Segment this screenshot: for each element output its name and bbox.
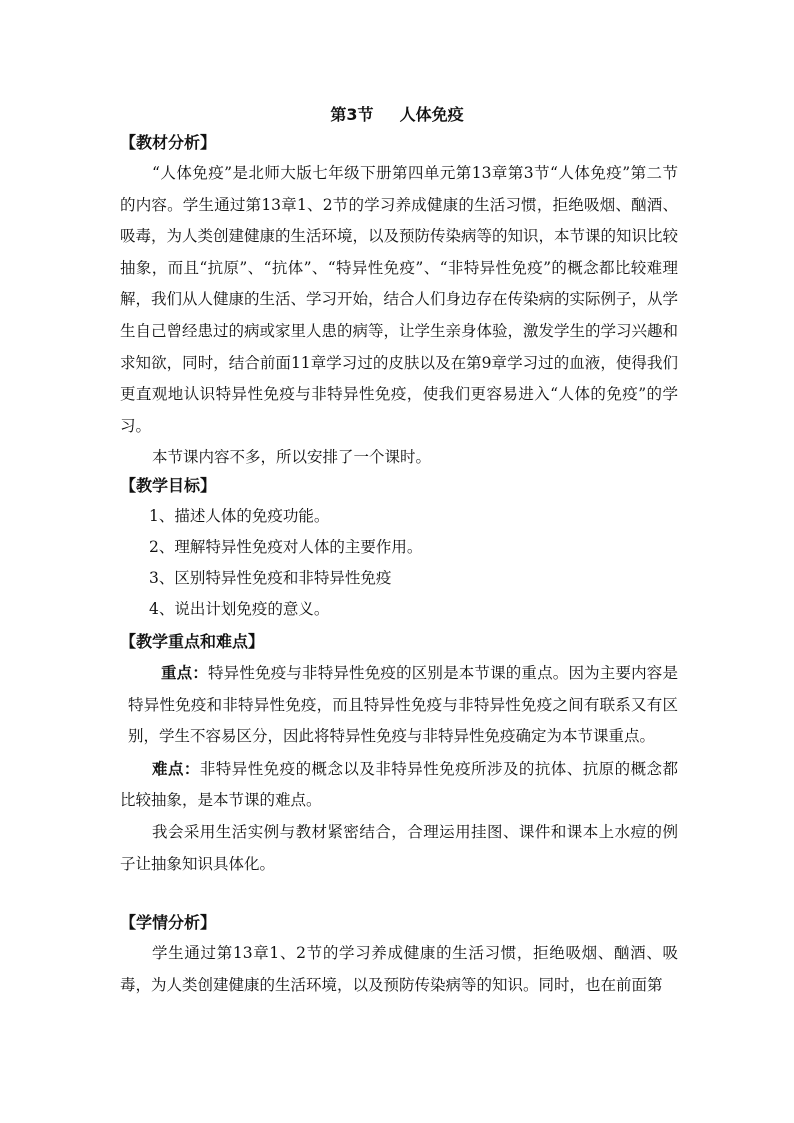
section-heading-key-points: 【教学重点和难点】 — [120, 632, 265, 651]
objective-item: 2、理解特异性免疫对人体的主要作用。 — [149, 538, 423, 556]
objective-item: 4、说出计划免疫的意义。 — [149, 600, 330, 618]
section-student-analysis — [120, 908, 678, 1001]
textbook-analysis-paragraph: “人体免疫”是北师大版七年级下册第四单元第13章第3节“人体免疫”第二节的内容。学生通过第13章1、2节的学习养成健康的生活习惯，拒绝吸烟、酗酒、吸毒，为人类创建健康的生活环境，以及预防传染病等的知识，本节课的知识比较抽象，而且“抗原”、“抗体”、“特异性免疫”、“非特异性免疫”的概念都比较难理解，我们从人健康的生活、学习开始，结合人们身边存在传染病的实际例子，从学生自己曾经患过的病或家里人患的病等，让学生亲身体验，激发学生的学习兴趣和求知欲，同时，结合前面11章学习过的皮肤以及在第9章学习过的血液，使得我们更直观地认识特异性免疫与非特异性免疫，使我们更容易进入“人体的免疫”的学习。 — [120, 164, 679, 435]
objective-item: 1、描述人体的免疫功能。 — [149, 507, 330, 525]
focus-label: 重点： — [161, 663, 209, 682]
difficulty-label: 难点： — [152, 758, 200, 778]
section-heading-student-analysis: 【学情分析】 — [120, 913, 217, 932]
title-section-number: 第3节 — [330, 105, 374, 124]
teaching-method-paragraph: 我会采用生活实例与教材紧密结合，合理运用挂图、课件和课本上水痘的例子让抽象知识具体化。 — [120, 822, 678, 873]
title-topic: 人体免疫 — [399, 105, 464, 124]
objective-item: 3、区别特异性免疫和非特异性免疫 — [149, 569, 392, 587]
difficulty-paragraph — [120, 753, 678, 817]
student-analysis-paragraph: 学生通过第13章1、2节的学习养成健康的生活习惯，拒绝吸烟、酗酒、吸毒，为人类创建健康的生活环境，以及预防传染病等的知识。同时，也在前面第 — [120, 944, 678, 994]
focus-paragraph — [120, 657, 678, 753]
page-title — [0, 102, 794, 125]
section-heading-teaching-objectives: 【教学目标】 — [120, 476, 217, 495]
section-heading-textbook-analysis: 【教材分析】 — [120, 133, 217, 152]
section-textbook-analysis — [120, 128, 678, 474]
lesson-arrangement-paragraph: 本节课内容不多，所以安排了一个课时。 — [152, 448, 432, 467]
focus-text: 特异性免疫与非特异性免疫的区别是本节课的重点。因为主要内容是特异性免疫和非特异性免疫，而且特异性免疫与非特异性免疫之间有联系又有区别，学生不容易区分，因此将特异性免疫与非特异性免疫确定为本节课重点。 — [128, 664, 678, 746]
section-teaching-objectives — [120, 471, 678, 625]
difficulty-text: 非特异性免疫的概念以及非特异性免疫所涉及的抗体、抗原的概念都比较抽象，是本节课的难点。 — [120, 759, 678, 810]
section-key-and-difficult-points — [120, 627, 678, 880]
